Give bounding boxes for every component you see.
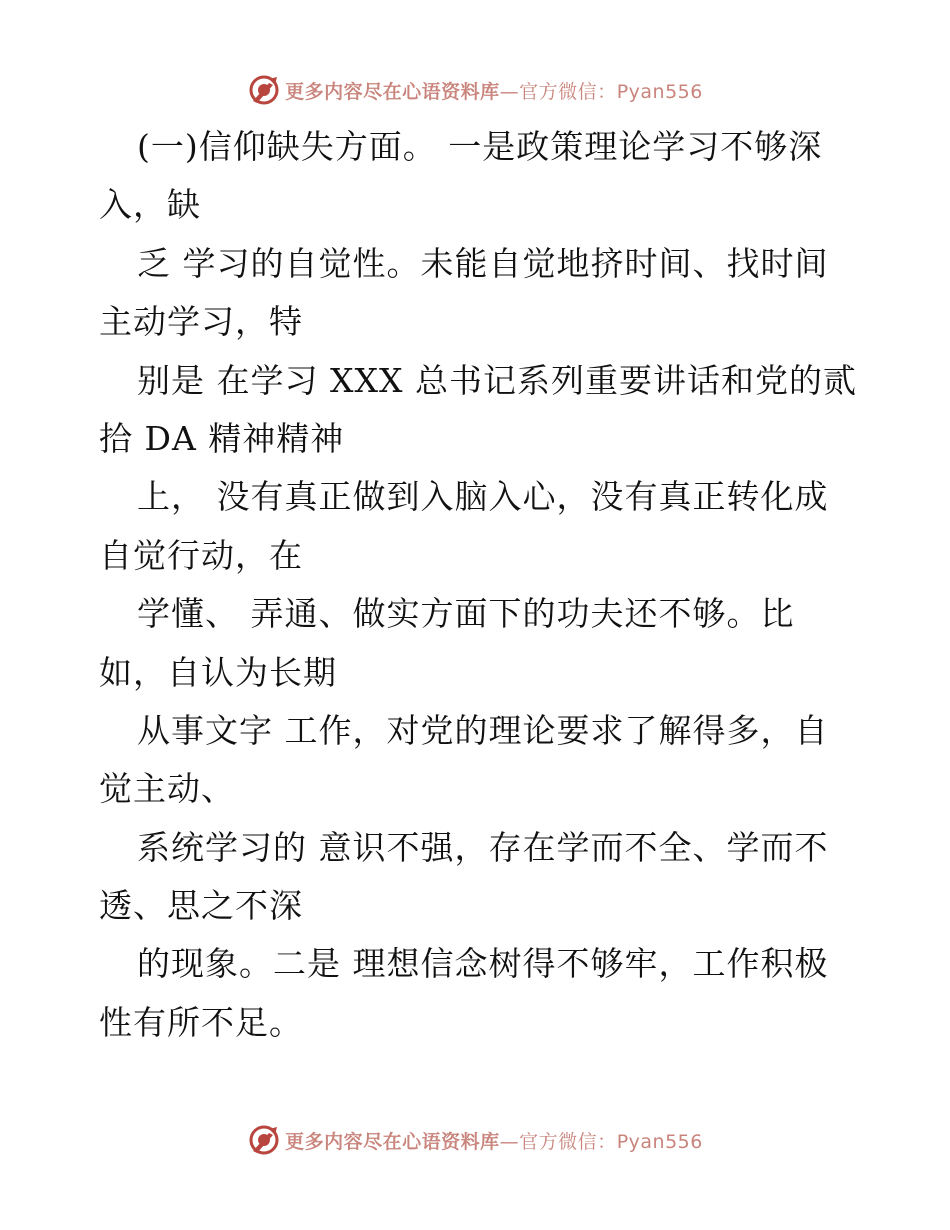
text-line: 学懂、 弄通、做实方面下的功夫还不够。比	[137, 594, 795, 634]
watermark-wechat-label: 官方微信：	[519, 80, 617, 103]
watermark-separator: —	[499, 80, 520, 103]
document-body	[99, 118, 859, 1052]
text-line: 的现象。二是 理想信念树得不够牢，工作积极	[137, 944, 829, 984]
footer-watermark	[0, 1120, 950, 1160]
watermark-wechat-id: Pyan556	[616, 80, 703, 103]
header-watermark	[0, 70, 950, 110]
text-line: 自觉行动，在	[99, 535, 303, 575]
text-line: 乏 学习的自觉性。未能自觉地挤时间、找时间	[137, 243, 829, 283]
watermark-text	[285, 77, 703, 104]
text-line: 拾 DA 精神精神	[99, 418, 345, 458]
text-line: 入，缺	[99, 185, 201, 225]
text-line: 主动学习，特	[99, 302, 303, 342]
text-line: 透、思之不深	[99, 886, 303, 926]
watermark-separator: —	[499, 1130, 520, 1153]
watermark-wechat-id: Pyan556	[616, 1130, 703, 1153]
text-line: 如，自认为长期	[99, 652, 337, 692]
watermark-main: 更多内容尽在心语资料库	[285, 80, 500, 103]
text-line: (一)信仰缺失方面。 一是政策理论学习不够深	[137, 127, 823, 166]
logo-icon	[247, 1123, 281, 1157]
text-line: 从事文字 工作，对党的理论要求了解得多，自	[137, 710, 829, 750]
logo-icon	[247, 73, 281, 107]
text-line: 系统学习的 意识不强，存在学而不全、学而不	[137, 827, 829, 867]
watermark-wechat-label: 官方微信：	[519, 1130, 617, 1153]
watermark-text	[285, 1127, 703, 1154]
watermark-main: 更多内容尽在心语资料库	[285, 1130, 500, 1153]
text-line: 觉主动、	[99, 769, 235, 809]
text-line: 上， 没有真正做到入脑入心，没有真正转化成	[137, 477, 829, 517]
text-line: 别是 在学习 XXX 总书记系列重要讲话和党的贰	[137, 360, 857, 400]
text-line: 性有所不足。	[99, 1002, 303, 1042]
